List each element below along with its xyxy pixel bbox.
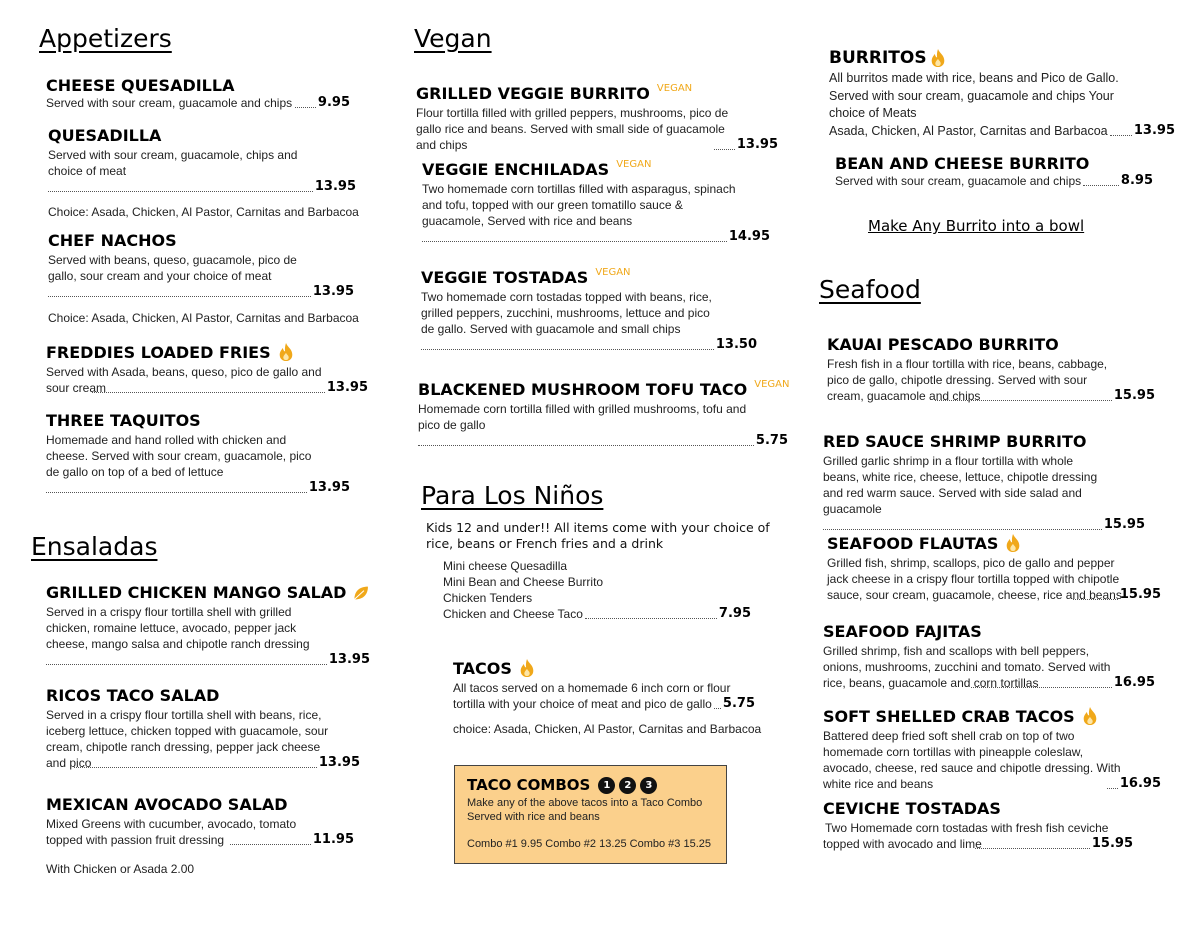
combo-number-1-icon: 1: [598, 777, 615, 794]
item-description: Homemade corn tortilla filled with grilled mushrooms, tofu and pico de gallo: [418, 402, 747, 432]
list-item: Mini cheese Quesadilla: [443, 559, 568, 573]
vegan-heading: Vegan: [414, 24, 492, 53]
combo-title: TACO COMBOS: [467, 776, 591, 794]
vegan-tag: VEGAN: [754, 379, 790, 390]
item-price: 11.95: [312, 832, 354, 847]
menu-item-freddies-loaded-fries: [46, 342, 368, 396]
choice-note: Choice: Asada, Chicken, Al Pastor, Carnitas and Barbacoa: [48, 311, 359, 325]
item-price: 13.95: [308, 480, 350, 495]
menu-item-ricos-taco-salad: [46, 686, 360, 771]
item-name: BURRITOS: [829, 48, 927, 68]
item-price: 13.95: [1133, 122, 1175, 138]
flame-icon: [929, 48, 947, 68]
combo-number-3-icon: 3: [640, 777, 657, 794]
item-description: tortilla with your choice of meat and pico de gallo: [453, 697, 712, 711]
item-price: 15.95: [1103, 517, 1145, 532]
item-name: GRILLED VEGGIE BURRITO: [416, 84, 650, 103]
item-price: 16.95: [1113, 675, 1155, 690]
item-description: Fresh fish in a flour tortilla with rice, beans, cabbage, pico de gallo, chipotle dressing. Served with sour cream, guacamole and chips: [827, 357, 1108, 403]
menu-item-quesadilla: [48, 126, 356, 195]
item-description: Two homemade corn tortillas filled with asparagus, spinach and tofu, topped with our green tomatillo sauce & guacamole, Served with rice and beans: [422, 182, 736, 228]
taco-combos-box: [454, 765, 727, 864]
menu-item-seafood-flautas: [827, 533, 1161, 603]
item-description: Two Homemade corn tostadas with fresh fish ceviche topped with avocado and lime: [823, 821, 1109, 851]
item-description: All burritos made with rice, beans and Pico de Gallo. Served with sour cream, guacamole and chips Your choice of Meats: [829, 71, 1119, 120]
menu-item-veggie-enchiladas: [422, 160, 770, 245]
item-description: Served in a crispy flour tortilla shell with grilled chicken, romaine lettuce, avocado, pepper jack cheese, mango salsa and chipotle ranch dressing: [46, 605, 310, 651]
item-name: BLACKENED MUSHROOM TOFU TACO: [418, 380, 748, 399]
item-name: THREE TAQUITOS: [46, 411, 201, 430]
item-price: 13.95: [318, 755, 360, 770]
ensaladas-heading: Ensaladas: [31, 532, 158, 561]
item-description: Served in a crispy flour tortilla shell with beans, rice, iceberg lettuce, chicken topped with guacamole, sour cream, chipotle ranch dressing, pepper jack cheese and pico: [46, 708, 329, 770]
menu-item-three-taquitos: [46, 411, 350, 496]
vegan-tag: VEGAN: [656, 83, 693, 94]
item-description: Grilled fish, shrimp, scallops, pico de gallo and pepper jack cheese in a crispy flour tortilla topped with chipotle sauce, sour cream, guacamole, cheese, rice and beans: [827, 556, 1122, 602]
item-name: KAUAI PESCADO BURRITO: [827, 335, 1059, 354]
flame-icon: [518, 658, 536, 678]
seafood-heading: Seafood: [819, 275, 921, 304]
item-price: 15.95: [1113, 388, 1155, 403]
item-name: CHEESE QUESADILLA: [46, 76, 235, 95]
menu-item-ceviche-tostadas: [823, 799, 1133, 852]
menu-item-mango-salad: [46, 583, 370, 668]
item-description: Served with sour cream, guacamole and chips: [46, 96, 293, 110]
item-price: 7.95: [718, 606, 751, 621]
item-price: 13.95: [326, 380, 368, 395]
menu-item-grilled-veggie-burrito: [416, 84, 778, 153]
item-description: Grilled shrimp, fish and scallops with bell peppers, onions, mushrooms, zucchini and tomato. Served with rice, beans, guacamole and corn tortillas: [823, 644, 1111, 690]
item-name: BEAN AND CHEESE BURRITO: [835, 154, 1090, 173]
menu-item-cheese-quesadilla: [46, 76, 350, 111]
item-name: FREDDIES LOADED FRIES: [46, 342, 271, 362]
item-name: VEGGIE TOSTADAS: [421, 268, 589, 287]
item-name: RICOS TACO SALAD: [46, 686, 220, 705]
item-name: VEGGIE ENCHILADAS: [422, 160, 610, 179]
item-description: Battered deep fried soft shell crab on top of two homemade corn tortillas with pineapple coleslaw, avocado, cheese, red sauce and chipotle dressing. With white rice and beans: [823, 729, 1121, 791]
vegan-tag: VEGAN: [595, 267, 631, 278]
item-price: 5.75: [722, 696, 755, 711]
item-name: GRILLED CHICKEN MANGO SALAD: [46, 583, 347, 602]
item-price: 8.95: [1120, 173, 1153, 188]
item-name: MEXICAN AVOCADO SALAD: [46, 795, 288, 814]
kids-menu-list: [443, 558, 751, 622]
flame-icon: [277, 342, 295, 362]
kids-intro: Kids 12 and under!! All items come with your choice of rice, beans or French fries and a drink: [426, 520, 770, 551]
menu-item-kauai-pescado-burrito: [827, 335, 1155, 404]
flame-icon: [1081, 706, 1099, 726]
item-name: TACOS: [453, 658, 512, 678]
item-description: Served with Asada, beans, queso, pico de gallo and sour cream: [46, 365, 322, 395]
item-price: 13.95: [312, 284, 354, 299]
combo-description: Make any of the above tacos into a Taco Combo Served with rice and beans: [467, 797, 703, 823]
item-name: SEAFOOD FLAUTAS: [827, 533, 999, 553]
list-item: Mini Bean and Cheese Burrito: [443, 575, 604, 589]
item-description: Served with sour cream, guacamole and chips: [835, 174, 1082, 188]
item-price: 13.95: [736, 137, 778, 152]
menu-item-blackened-mushroom-taco: [418, 380, 788, 449]
add-protein-note: With Chicken or Asada 2.00: [46, 862, 195, 876]
menu-item-chef-nachos: [48, 231, 354, 300]
item-name: CHEF NACHOS: [48, 231, 177, 250]
menu-item-soft-shelled-crab-tacos: [823, 706, 1161, 792]
item-price: 13.95: [328, 652, 370, 667]
combo-prices: Combo #1 9.95 Combo #2 13.25 Combo #3 15.25: [467, 838, 711, 850]
item-name: SOFT SHELLED CRAB TACOS: [823, 706, 1075, 726]
combo-number-2-icon: 2: [619, 777, 636, 794]
item-description: Homemade and hand rolled with chicken and cheese. Served with sour cream, guacamole, pico de gallo on top of a bed of lettuce: [46, 433, 312, 479]
choice-note: Choice: Asada, Chicken, Al Pastor, Carnitas and Barbacoa: [48, 205, 359, 219]
item-price: 14.95: [728, 229, 770, 244]
menu-item-tacos: [453, 658, 755, 712]
item-name: CEVICHE TOSTADAS: [823, 799, 1001, 818]
menu-item-bean-cheese-burrito: [835, 154, 1153, 189]
item-price: 15.95: [1091, 836, 1133, 851]
item-name: QUESADILLA: [48, 126, 162, 145]
item-price: 13.50: [715, 337, 757, 352]
item-description: Served with beans, queso, guacamole, pico de gallo, sour cream and your choice of meat: [48, 253, 297, 283]
menu-item-mexican-avocado-salad: [46, 795, 354, 848]
item-name: RED SAUCE SHRIMP BURRITO: [823, 432, 1087, 451]
item-price: 9.95: [317, 95, 350, 110]
item-description: Two homemade corn tostadas topped with beans, rice, grilled peppers, zucchini, mushrooms, lettuce and pico de gallo. Served with guacamole and small chips: [421, 290, 712, 336]
menu-item-red-sauce-shrimp-burrito: [823, 432, 1145, 533]
meat-choice: Asada, Chicken, Al Pastor, Carnitas and Barbacoa: [829, 123, 1108, 138]
ninos-heading: Para Los Niños: [421, 481, 604, 510]
menu-item-veggie-tostadas: [421, 268, 757, 353]
item-description: Served with sour cream, guacamole, chips and choice of meat: [48, 148, 298, 178]
item-price: 5.75: [755, 433, 788, 448]
list-item: Chicken and Cheese Taco: [443, 607, 583, 621]
list-item: Chicken Tenders: [443, 591, 533, 605]
item-description: Grilled garlic shrimp in a flour tortilla with whole beans, white rice, cheese, lettuce, chipotle dressing and red warm sauce. Served with side salad and guacamole: [823, 454, 1098, 516]
item-price: 13.95: [314, 179, 356, 194]
menu-item-seafood-fajitas: [823, 622, 1155, 691]
flame-icon: [1004, 533, 1022, 553]
item-description: All tacos served on a homemade 6 inch corn or flour: [453, 681, 731, 695]
vegan-tag: VEGAN: [616, 159, 652, 170]
choice-note: choice: Asada, Chicken, Al Pastor, Carnitas and Barbacoa: [453, 722, 762, 736]
leaf-icon: [352, 584, 370, 602]
appetizers-heading: Appetizers: [39, 24, 172, 53]
item-description: Flour tortilla filled with grilled peppers, mushrooms, pico de gallo rice and beans. Served with small side of guacamole and chips: [416, 106, 729, 152]
item-name: SEAFOOD FAJITAS: [823, 622, 982, 641]
item-description: Mixed Greens with cucumber, avocado, tomato topped with passion fruit dressing: [46, 817, 297, 847]
item-price: 15.95: [1119, 587, 1161, 602]
menu-item-burritos: [829, 48, 1175, 139]
burrito-bowl-link[interactable]: Make Any Burrito into a bowl: [868, 217, 1085, 235]
item-price: 16.95: [1119, 776, 1161, 791]
